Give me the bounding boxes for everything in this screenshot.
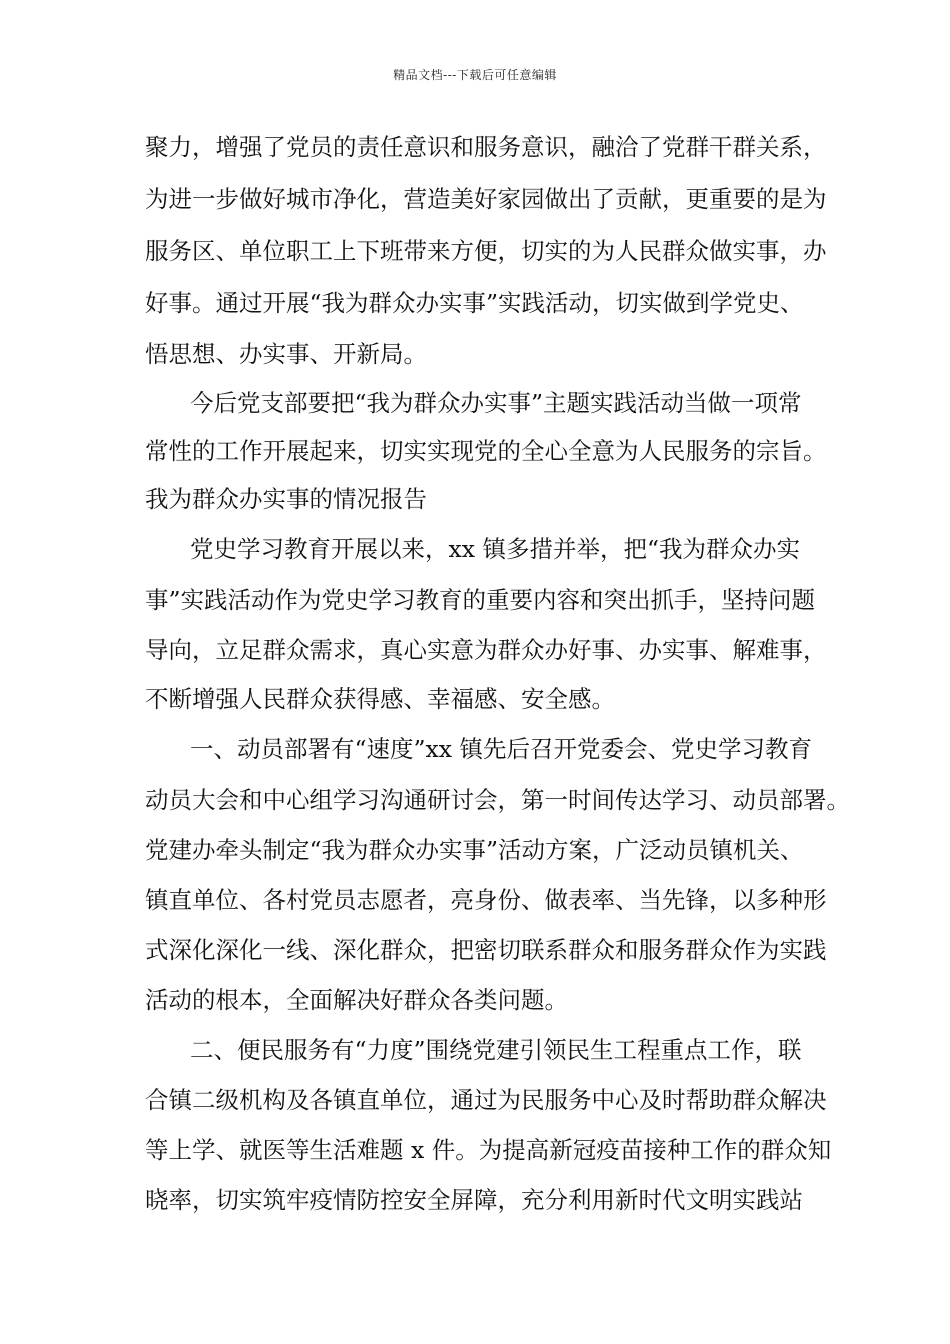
text-line: 合镇二级机构及各镇直单位，通过为民服务中心及时帮助群众解决	[145, 1086, 827, 1114]
paragraph-first-line: 党史学习教育开展以来，xx 镇多措并举，把“我为群众办实	[190, 535, 800, 563]
text-line: 好事。通过开展“我为群众办实事”实践活动，切实做到学党史、	[145, 289, 804, 317]
text-line: 聚力，增强了党员的责任意识和服务意识，融洽了党群干群关系，	[145, 133, 827, 161]
text-line: 服务区、单位职工上下班带来方便，切实的为人民群众做实事，办	[145, 237, 827, 265]
text-line: 镇直单位、各村党员志愿者，亮身份、做表率、当先锋，以多种形	[145, 886, 827, 914]
text-line: 不断增强人民群众获得感、幸福感、安全感。	[145, 685, 615, 713]
text-line: 活动的根本，全面解决好群众各类问题。	[145, 986, 568, 1014]
text-line: 导向，立足群众需求，真心实意为群众办好事、办实事、解难事，	[145, 636, 827, 664]
text-line: 式深化深化一线、深化群众，把密切联系群众和服务群众作为实践	[145, 936, 827, 964]
text-line: 党建办牵头制定“我为群众办实事”活动方案，广泛动员镇机关、	[145, 836, 804, 864]
text-line: 晓率，切实筑牢疫情防控安全屏障，充分利用新时代文明实践站	[145, 1186, 803, 1214]
paragraph-first-line: 今后党支部要把“我为群众办实事”主题实践活动当做一项常	[190, 389, 802, 417]
paragraph-first-line: 一、动员部署有“速度”xx 镇先后召开党委会、党史学习教育	[190, 735, 813, 763]
text-line: 动员大会和中心组学习沟通研讨会，第一时间传达学习、动员部署。	[145, 786, 850, 814]
section-title: 我为群众办实事的情况报告	[145, 485, 427, 513]
text-line: 为进一步做好城市净化，营造美好家园做出了贡献，更重要的是为	[145, 185, 827, 213]
page-header: 精品文档---下载后可任意编辑	[393, 68, 557, 82]
paragraph-first-line: 二、便民服务有“力度”围绕党建引领民生工程重点工作，联	[190, 1036, 802, 1064]
text-line: 悟思想、办实事、开新局。	[145, 340, 427, 368]
text-line: 等上学、就医等生活难题 x 件。为提高新冠疫苗接种工作的群众知	[145, 1136, 832, 1164]
text-line: 常性的工作开展起来，切实实现党的全心全意为人民服务的宗旨。	[145, 437, 827, 465]
text-line: 事”实践活动作为党史学习教育的重要内容和突出抓手，坚持问题	[145, 586, 816, 614]
